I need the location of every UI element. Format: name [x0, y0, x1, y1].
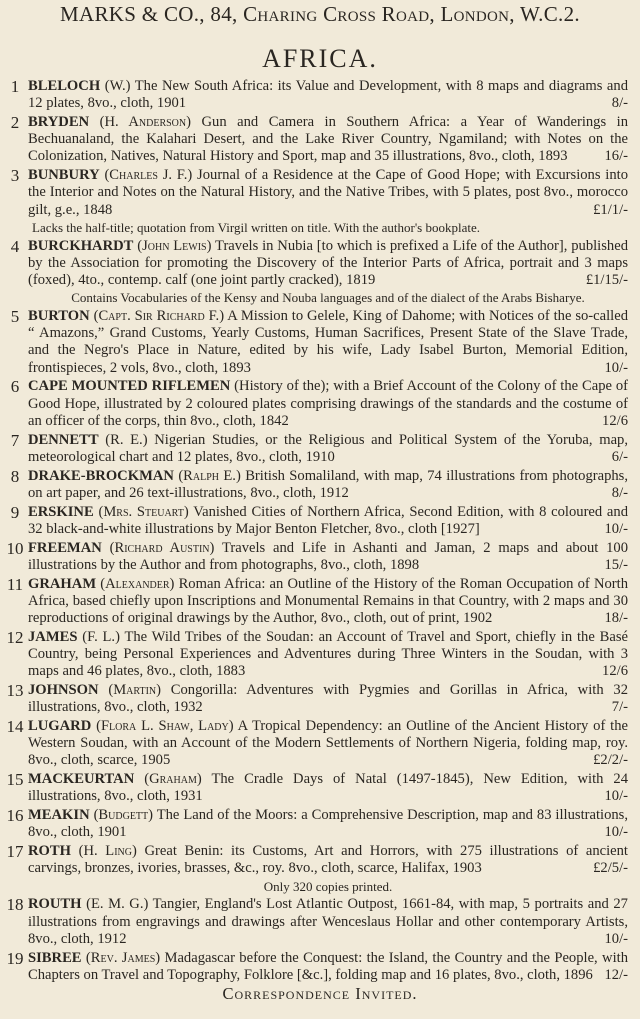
entry-author: ROTH	[28, 843, 71, 860]
entry-author: DRAKE-BROCKMAN	[28, 467, 174, 484]
catalogue-entry	[0, 238, 640, 307]
entry-number: 14	[6, 717, 24, 737]
catalogue-entry	[0, 78, 640, 112]
entry-price: 10/-	[604, 824, 628, 841]
catalogue-entries	[0, 78, 640, 986]
entry-price: 12/6	[602, 663, 628, 680]
entry-author-forenames: (Martin)	[108, 682, 161, 699]
entry-description: Travels in Nubia [to which is prefixed a Life of the Author], published by the Association for promoting the Discovery of the Interior Parts of Africa, portrait and 3 maps (foxed), 4to., contemp. calf (one joint partly cracked), 1819	[28, 237, 628, 289]
entry-author-forenames: (Flora L. Shaw, Lady)	[96, 718, 234, 735]
entry-note: Only 320 copies printed.	[263, 878, 393, 894]
entry-description: Vanished Cities of Northern Africa, Second Edition, with 8 coloured and 32 black-and-white illustrations by Major Benton Fletcher, 8vo., cloth [1927]	[28, 503, 629, 537]
entry-description: The New South Africa: its Value and Development, with 8 maps and diagrams and 12 plates, 8vo., cloth, 1901	[28, 78, 628, 112]
entry-number: 12	[6, 627, 24, 647]
entry-description: Travels and Life in Ashanti and Jaman, 2 maps and about 100 illustrations by the Author and from photographs, 8vo., cloth, 1898	[28, 539, 629, 573]
entry-author-forenames: (F. L.)	[82, 628, 120, 645]
entry-author: BURCKHARDT	[28, 237, 134, 254]
entry-price: 8/-	[611, 484, 628, 501]
firm-address: 84, Charing Cross Road, London, W.C.2.	[210, 2, 580, 26]
entry-author: BURTON	[28, 308, 90, 325]
catalogue-entry	[0, 468, 640, 502]
entry-author: FREEMAN	[28, 539, 102, 556]
entry-author-forenames: (Mrs. Steuart)	[98, 503, 189, 520]
entry-author: CAPE MOUNTED RIFLEMEN	[28, 378, 231, 395]
entry-description: Journal of a Residence at the Cape of Good Hope; with Excursions into the Interior and Notes on the Natural History, and the Native Tribes, with 5 plates, post 8vo., morocco gilt, g.e., 1848	[28, 167, 628, 218]
entry-number: 13	[6, 681, 24, 701]
catalogue-entry	[0, 114, 640, 166]
entry-number: 16	[6, 806, 24, 826]
entry-author-forenames: (Ralph E.)	[178, 467, 241, 484]
entry-author-forenames: (Capt. Sir Richard F.)	[93, 308, 225, 325]
entry-number: 2	[10, 113, 20, 132]
entry-price: 10/-	[604, 788, 628, 805]
entry-author-forenames: (W.)	[104, 78, 131, 94]
entry-price: 8/-	[611, 95, 628, 112]
catalogue-entry	[0, 504, 640, 538]
entry-author: BLELOCH	[28, 78, 101, 94]
entry-author: JAMES	[28, 628, 78, 645]
entry-author: BRYDEN	[28, 114, 90, 130]
entry-note: Contains Vocabularies of the Kensy and Nouba languages and of the dialect of the Arabs Bisharye.	[71, 290, 585, 306]
entry-author-forenames: (Budgett)	[93, 807, 154, 824]
entry-author: ERSKINE	[28, 503, 94, 520]
section-title: AFRICA.	[262, 44, 378, 73]
entry-author: MEAKIN	[28, 807, 90, 824]
entry-author: BUNBURY	[28, 167, 100, 184]
catalogue-entry	[0, 807, 640, 841]
entry-author: ROUTH	[28, 896, 82, 913]
entry-description: The Land of the Moors: a Comprehensive Description, map and 83 illustrations, 8vo., cloth, 1901	[28, 807, 628, 841]
entry-price: £1/1/-	[593, 201, 628, 218]
catalogue-entry	[0, 308, 640, 377]
entry-description: A Tropical Dependency: an Outline of the Ancient History of the Western Soudan, with an Account of the Modern Settlements of Northern Nigeria, folding map, roy. 8vo., cloth, scarce, 1905	[28, 718, 628, 769]
entry-description: Gun and Camera in Southern Africa: a Year of Wanderings in Bechuanaland, the Kalahari Desert, and the Lake River Country, Ngamiland; with Notes on the Colonization, Natives, Natural History and Sport, map and 35 illustrations, 8vo., cloth, 1893	[28, 114, 628, 165]
entry-description: (History of the); with a Brief Account of the Colony of the Cape of Good Hope, illustrated by 2 coloured plates comprising drawings of the standards and the costume of an officer of the corps, thin 8vo., cloth, 1842	[28, 378, 628, 429]
entry-description: British Somaliland, with map, 74 illustrations from photographs, on art paper, and 26 text-illustrations, 8vo., cloth, 1912	[28, 467, 628, 501]
catalogue-entry	[0, 682, 640, 716]
entry-description: Great Benin: its Customs, Art and Horrors, with 275 illustrations of ancient carvings, bronzes, ivories, brasses, &c., roy. 8vo., cloth, scarce, Halifax, 1903	[28, 843, 628, 877]
entry-author: LUGARD	[28, 718, 92, 735]
catalogue-entry	[0, 540, 640, 574]
entry-description: The Cradle Days of Natal (1497-1845), New Edition, with 24 illustrations, 8vo., cloth, 1931	[28, 771, 629, 805]
entry-description: Madagascar before the Conquest: the Island, the Country and the People, with Chapters on Travel and Topography, Folklore [&c.], folding map and 16 plates, 8vo., cloth, 1896	[28, 949, 628, 983]
entry-price: 10/-	[604, 520, 628, 537]
entry-number: 4	[10, 236, 20, 256]
entry-number: 9	[10, 502, 20, 522]
entry-author-forenames: (Charles J. F.)	[104, 167, 193, 184]
entry-note: Lacks the half-title; quotation from Virgil written on title. With the author's bookplate.	[32, 219, 481, 235]
entry-author-forenames: (John Lewis)	[137, 237, 212, 254]
entry-number: 15	[6, 770, 24, 790]
entry-number: 1	[10, 77, 20, 96]
entry-price: 12/6	[602, 412, 628, 429]
catalogue-entry	[0, 378, 640, 430]
entry-price: 10/-	[604, 930, 628, 947]
entry-number: 5	[10, 307, 20, 327]
entry-price: 10/-	[604, 359, 628, 376]
entry-number: 6	[10, 377, 20, 397]
entry-description: The Wild Tribes of the Soudan: an Account of Travel and Sport, chiefly in the Basé Country, being Personal Experiences and Adventures during Three Winters in the Soudan, with 3 maps and 46 plates, 8vo., cloth, 1883	[28, 628, 628, 680]
entry-price: 16/-	[604, 148, 628, 165]
catalogue-entry	[0, 718, 640, 770]
catalogue-entry	[0, 843, 640, 895]
catalogue-entry	[0, 771, 640, 805]
catalogue-entry	[0, 896, 640, 948]
entry-number: 19	[6, 948, 24, 968]
entry-description: Roman Africa: an Outline of the History of the Roman Occupation of North Africa, based chiefly upon Inscriptions and Monumental Remains in that Country, with 2 maps and 30 reproductions of original drawings by the Author, 8vo., cloth, out of print, 1902	[28, 575, 628, 627]
entry-price: £2/2/-	[593, 752, 628, 769]
page-header	[0, 2, 640, 27]
entry-author: DENNETT	[28, 431, 99, 448]
catalogue-entry	[0, 432, 640, 466]
entry-number: 8	[10, 466, 20, 486]
entry-number: 11	[6, 574, 24, 594]
entry-number: 7	[10, 430, 20, 450]
entry-price: 6/-	[611, 448, 628, 465]
entry-author-forenames: (Alexander)	[100, 575, 175, 592]
entry-author-forenames: (H. Anderson)	[99, 114, 191, 130]
entry-description: Tangier, England's Lost Atlantic Outpost, 1661-84, with map, 5 portraits and 27 illustrations from engravings and drawings after Wenceslaus Hollar and other contemporary Artists, 8vo., cloth, 1912	[28, 896, 628, 947]
entry-number: 3	[10, 166, 20, 186]
entry-author-forenames: (Graham)	[144, 771, 202, 788]
entry-author-forenames: (R. E.)	[105, 431, 148, 448]
footer-notice: Correspondence Invited.	[222, 984, 418, 1003]
catalogue-entry	[0, 576, 640, 628]
entry-price: 12/-	[604, 966, 628, 983]
firm-name: MARKS & CO.,	[60, 2, 205, 26]
entry-author-forenames: (Rev. James)	[85, 949, 161, 966]
entry-description: A Mission to Gelele, King of Dahome; with Notices of the so-called “ Amazons,” Grand Customs, Yearly Customs, Human Sacrifices, Present State of the Slave Trade, and the Negro's Place in Nature, edited by his wife, Lady Isabel Burton, Memorial Edition, frontispieces, 2 vols, 8vo., cloth, 1893	[28, 308, 628, 376]
entry-number: 18	[6, 895, 24, 915]
entry-number: 10	[6, 538, 24, 558]
entry-author: GRAHAM	[28, 575, 97, 592]
entry-author-forenames: (H. Ling)	[78, 843, 137, 860]
entry-author: MACKEURTAN	[28, 771, 135, 788]
catalogue-entry	[0, 629, 640, 681]
entry-description: Congorilla: Adventures with Pygmies and Gorillas in Africa, with 32 illustrations, 8vo., cloth, 1932	[28, 682, 628, 716]
entry-price: 15/-	[604, 556, 628, 573]
entry-price: 18/-	[604, 610, 628, 627]
entry-author-forenames: (E. M. G.)	[86, 896, 149, 913]
entry-description: Nigerian Studies, or the Religious and Political System of the Yoruba, map, meteorological chart and 12 plates, 8vo., cloth, 1910	[28, 431, 628, 465]
catalogue-entry	[0, 950, 640, 984]
entry-author: JOHNSON	[28, 682, 99, 699]
catalogue-entry	[0, 167, 640, 236]
entry-author: SIBREE	[28, 949, 82, 966]
entry-number: 17	[6, 842, 24, 862]
entry-author-forenames: (Richard Austin)	[109, 539, 215, 556]
entry-price: £2/5/-	[593, 860, 628, 877]
entry-price: £1/15/-	[585, 272, 628, 289]
entry-price: 7/-	[611, 699, 628, 716]
